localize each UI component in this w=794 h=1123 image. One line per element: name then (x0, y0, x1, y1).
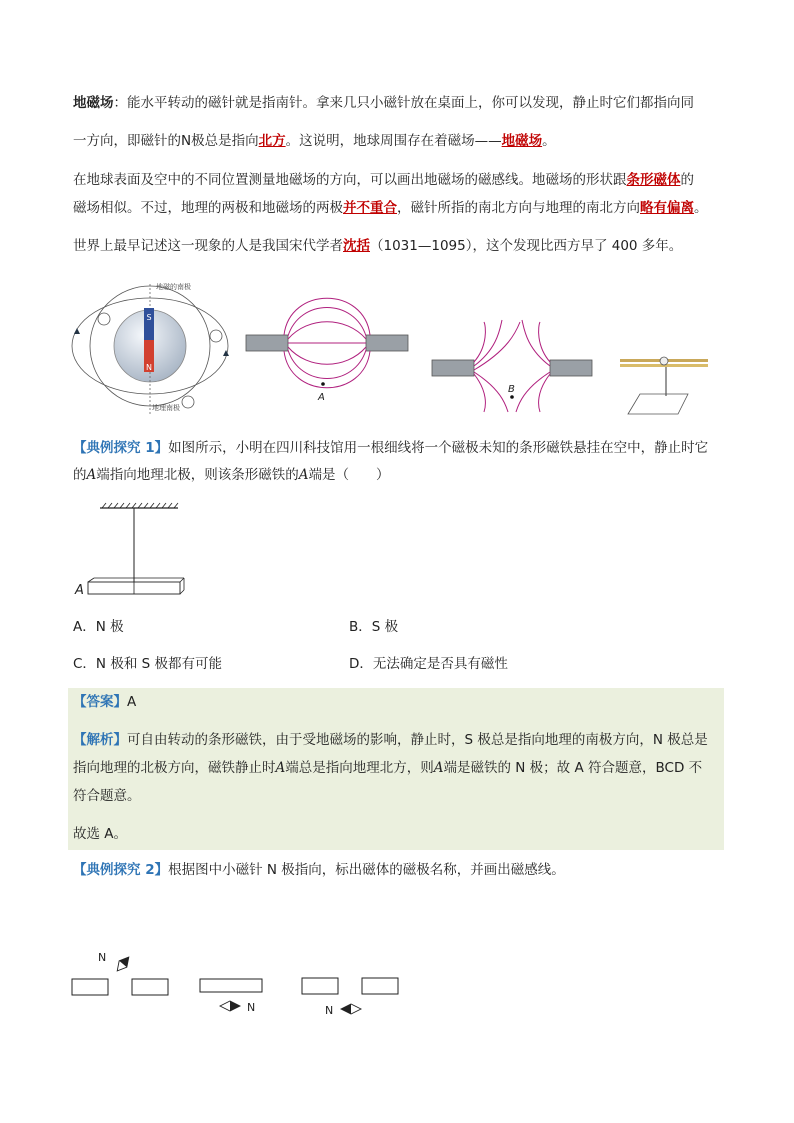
compass1-n-label: N (98, 951, 107, 964)
example2-figure (70, 945, 410, 1025)
earth-magnet-s: S (146, 313, 152, 322)
example1-line1: 【典例探究 1】如图所示，小明在四川科技馆用一根细线将一个磁极未知的条形磁铁悬挂在空中，静止时它 (73, 440, 709, 456)
analysis-line2: 指向地理的北极方向，磁铁静止时A端总是指向地理北方，则A端是磁铁的 N 极；故 A 符合题意，BCD 不 (73, 760, 703, 776)
analysis-label: 【解析】 (73, 732, 127, 748)
para-geomagnetic-1: 地磁场：能水平转动的磁针就是指南针。拿来几只小磁针放在桌面上，你可以发现，静止时它们都指向同 (73, 95, 694, 111)
para-shen-kuo: 世界上最早记述这一现象的人是我国宋代学者沈括（1031—1095），这个发现比西方早了 400 多年。 (73, 238, 683, 254)
compass2-n-label: N (247, 1001, 256, 1014)
para-geomagnetic-2: 一方向，即磁针的N极总是指向北方。这说明，地球周围存在着磁场——地磁场。 (73, 133, 556, 149)
figure-row (68, 276, 708, 418)
repelling-magnets-figure (432, 320, 592, 412)
answer-label: 【答案】 (73, 694, 127, 710)
analysis-line1: 【解析】可自由转动的条形磁铁，由于受地磁场的影响，静止时，S 极总是指向地理的南极方向，N 极总是 (73, 732, 708, 748)
compass-needle-icon (113, 954, 132, 974)
para-field-lines-1: 在地球表面及空中的不同位置测量地磁场的方向，可以画出地磁场的磁感线。地磁场的形状跟条形磁体的 (73, 172, 694, 188)
label-geomagnetic-south: 地磁的南极 (156, 283, 191, 291)
keyword-north: 北方 (258, 133, 286, 149)
option-c[interactable]: C．N 极和 S 极都有可能 (73, 656, 222, 672)
option-a[interactable]: A．N 极 (73, 619, 124, 635)
term-geomagnetic: 地磁场 (73, 95, 114, 111)
compass-needle-icon (98, 313, 110, 325)
compass-stand-figure (620, 357, 708, 414)
option-b[interactable]: B．S 极 (349, 619, 399, 635)
label-geographic-south: 地理南极 (152, 404, 180, 412)
conclusion-line: 故选 A。 (73, 826, 128, 842)
keyword-geomagnetic-field: 地磁场 (501, 133, 543, 149)
compass-needle-icon (210, 330, 222, 342)
compass-needle-icon (220, 1001, 240, 1011)
earth-magnet-n: N (146, 363, 152, 372)
earth-magnetic-field-figure (72, 282, 229, 416)
example2-title: 【典例探究 2】 (73, 862, 169, 878)
analysis-line3: 符合题意。 (73, 788, 141, 804)
magnet-end-a-label: A (75, 583, 84, 598)
answer-line (73, 692, 136, 712)
attracting-magnets-figure (246, 298, 408, 403)
compass-needle-icon (341, 1004, 361, 1014)
compass3-n-label: N (325, 1004, 334, 1017)
compass-needle-icon (182, 396, 194, 408)
keyword-slight-deviation: 略有偏离 (640, 200, 694, 216)
option-d[interactable]: D．无法确定是否具有磁性 (349, 656, 508, 672)
hanging-magnet-figure (70, 500, 190, 600)
point-b-label: B (508, 384, 515, 395)
keyword-shen-kuo: 沈括 (343, 238, 370, 254)
answer-value: A (127, 694, 137, 710)
answer-section (68, 688, 724, 850)
example1-title: 【典例探究 1】 (73, 440, 169, 456)
para-field-lines-2: 磁场相似。不过，地理的两极和地磁场的两极并不重合，磁针所指的南北方向与地理的南北方向略有偏离。 (73, 200, 708, 216)
example2-line: 【典例探究 2】根据图中小磁针 N 极指向，标出磁体的磁极名称，并画出磁感线。 (73, 862, 565, 878)
point-a-label: A (318, 392, 325, 403)
keyword-bar-magnet: 条形磁体 (626, 172, 681, 188)
keyword-not-coincide: 并不重合 (343, 200, 397, 216)
example1-line2: 的A端指向地理北极，则该条形磁铁的A端是（ ） (73, 467, 390, 483)
